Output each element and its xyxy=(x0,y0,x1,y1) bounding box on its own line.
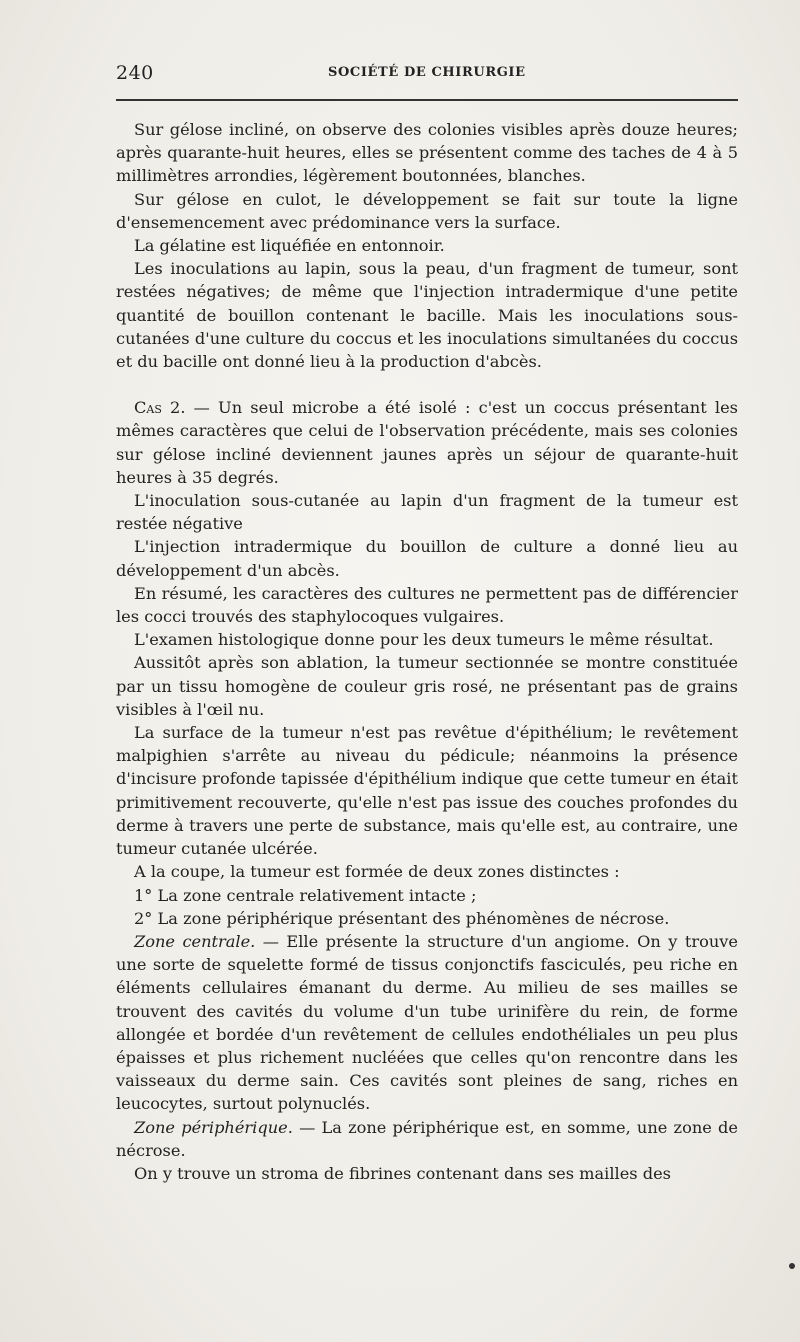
paragraph-7: L'injection intradermique du bouillon de culture a donné lieu au développement d'un abcès. xyxy=(116,537,738,580)
case-heading: Cas 2. xyxy=(134,398,186,418)
paragraph-16 xyxy=(116,1116,738,1162)
zone-peripherique-heading: Zone périphérique. xyxy=(134,1117,293,1137)
paragraph-11: La surface de la tumeur n'est pas revêtue d'épithélium; le revêtement malpighien s'arrête au niveau du pédicule; néanmoins la présence d'incisure profonde tapissée d'épithélium indique que cette tumeur en était primitivement recouverte, qu'elle n'est pas issue des couches profondes du derme à travers une perte de substance, mais qu'elle est, au contraire, une tumeur cutanée ulcérée. xyxy=(116,723,738,859)
paragraph-1: Sur gélose incliné, on observe des colonies visibles après douze heures; après quarante-huit heures, elles se présentent comme des taches de 4 à 5 millimètres arrondies, légèrement boutonnées, blanches. xyxy=(116,120,738,186)
paragraph-9: L'examen histologique donne pour les deux tumeurs le même résultat. xyxy=(134,630,714,650)
running-title: SOCIÉTÉ DE CHIRURGIE xyxy=(328,65,526,80)
paragraph-15-text: — Elle présente la structure d'un angiome. On y trouve une sorte de squelette formé de tissus conjonctifs fasciculés, peu riche en éléments cellulaires émanant du derme. Au milieu de ses mailles se trouvent des cavités du volume d'un tube urinifère du rein, de forme allongée et bordée d'un revêtement de cellules endothéliales un peu plus épaisses et plus richement nucléées que celles qu'on rencontre dans les vaisseaux du derme sain. Ces cavités sont pleines de sang, riches en leucocytes, surtout polynuclés. xyxy=(116,931,738,1114)
paragraph-3: La gélatine est liquéfiée en entonnoir. xyxy=(134,236,445,256)
paragraph-8: En résumé, les caractères des cultures ne permettent pas de différencier les cocci trouvés des staphylocoques vulgaires. xyxy=(116,583,738,627)
paragraph-4: Les inoculations au lapin, sous la peau, d'un fragment de tumeur, sont restées négatives; de même que l'injection intradermique d'une petite quantité de bouillon contenant le bacille. Mais les inoculations sous-cutanées d'une culture du coccus et les inoculations simultanées du coccus et du bacille ont donné lieu à la production d'abcès. xyxy=(116,259,738,372)
page-number: 240 xyxy=(116,62,154,84)
paragraph-14: 2° La zone périphérique présentant des phénomènes de nécrose. xyxy=(134,908,670,928)
paragraph-13: 1° La zone centrale relativement intacte ; xyxy=(134,885,477,905)
paragraph-16-text: — La zone périphérique est, en somme, une zone de nécrose. xyxy=(116,1117,738,1160)
ink-spot xyxy=(789,1263,795,1269)
zone-centrale-heading: Zone centrale. xyxy=(134,931,256,951)
paragraph-5 xyxy=(116,396,738,489)
header-rule xyxy=(116,99,738,101)
body-text xyxy=(116,118,738,1185)
paragraph-5-text: — Un seul microbe a été isolé : c'est un coccus présentant les mêmes caractères que celui de l'observation précédente, mais ses colonies sur gélose incliné deviennent jaunes après un séjour de quarante-huit heures à 35 degrés. xyxy=(116,398,738,487)
paragraph-15 xyxy=(116,930,738,1116)
paragraph-10: Aussitôt après son ablation, la tumeur sectionnée se montre constituée par un tissu homogène de couleur gris rosé, ne présentant pas de grains visibles à l'œil nu. xyxy=(116,653,738,719)
paragraph-17: On y trouve un stroma de fibrines contenant dans ses mailles des xyxy=(134,1163,671,1183)
paragraph-2: Sur gélose en culot, le développement se fait sur toute la ligne d'ensemencement avec prédominance vers la surface. xyxy=(116,189,738,232)
paragraph-12: A la coupe, la tumeur est formée de deux zones distinctes : xyxy=(134,862,620,882)
paragraph-6: L'inoculation sous-cutanée au lapin d'un fragment de la tumeur est restée négative xyxy=(116,491,738,534)
page-header xyxy=(116,60,738,88)
